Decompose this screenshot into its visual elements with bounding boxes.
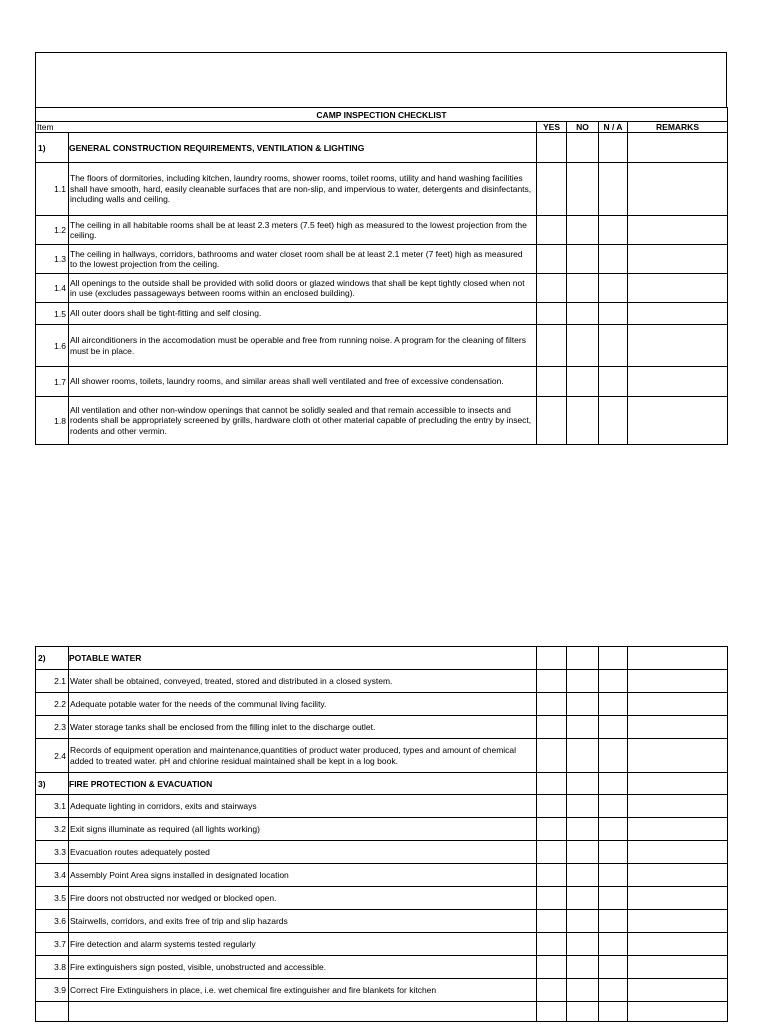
na-cell[interactable] [599, 864, 628, 887]
yes-cell[interactable] [537, 795, 567, 818]
na-cell[interactable] [599, 133, 628, 163]
remarks-cell[interactable] [628, 163, 728, 216]
item-text: Water shall be obtained, conveyed, treated, stored and distributed in a closed system. [69, 670, 537, 693]
section-number: 3) [36, 773, 69, 795]
na-cell[interactable] [599, 693, 628, 716]
no-cell[interactable] [567, 864, 599, 887]
item-number: 1.1 [36, 163, 69, 216]
no-cell[interactable] [567, 325, 599, 367]
table-row [36, 864, 728, 887]
section-row [36, 647, 728, 670]
yes-cell[interactable] [537, 956, 567, 979]
yes-cell[interactable] [537, 979, 567, 1002]
remarks-cell[interactable] [628, 670, 728, 693]
yes-cell[interactable] [537, 303, 567, 325]
na-cell[interactable] [599, 245, 628, 274]
item-number: 2.3 [36, 716, 69, 739]
table-row [36, 397, 728, 445]
na-cell[interactable] [599, 716, 628, 739]
item-text: Adequate potable water for the needs of the communal living facility. [69, 693, 537, 716]
section-row [36, 133, 728, 163]
remarks-cell[interactable] [628, 841, 728, 864]
item-number: 1.2 [36, 216, 69, 245]
section-title: POTABLE WATER [69, 647, 537, 670]
item-text: The floors of dormitories, including kitchen, laundry rooms, shower rooms, toilet rooms, utility and hand washing facilities shall have smooth, hard, easily cleanable surfaces that are non-slip, and impervious to water, detergents and disinfectants, including walls and ceiling. [69, 163, 537, 216]
na-cell[interactable] [599, 303, 628, 325]
item-text: Fire doors not obstructed nor wedged or blocked open. [69, 887, 537, 910]
no-cell[interactable] [567, 133, 599, 163]
item-text: All airconditioners in the accomodation must be operable and free from running noise. A program for the cleaning of filters must be in place. [69, 325, 537, 367]
item-number: 1.6 [36, 325, 69, 367]
no-cell[interactable] [567, 670, 599, 693]
header-blank-box [35, 52, 727, 107]
table-row [36, 163, 728, 216]
na-cell[interactable] [599, 216, 628, 245]
item-number: 3.8 [36, 956, 69, 979]
item-text: The ceiling in all habitable rooms shall be at least 2.3 meters (7.5 feet) high as measured to the lowest projection from the ceiling. [69, 216, 537, 245]
table-row [36, 303, 728, 325]
item-text: Exit signs illuminate as required (all lights working) [69, 818, 537, 841]
item-number: 1.3 [36, 245, 69, 274]
table-row [36, 274, 728, 303]
item-number: 2.1 [36, 670, 69, 693]
yes-cell[interactable] [537, 670, 567, 693]
no-cell[interactable] [567, 397, 599, 445]
yes-cell[interactable] [537, 841, 567, 864]
table-row [36, 367, 728, 397]
no-cell[interactable] [567, 274, 599, 303]
remarks-cell[interactable] [628, 933, 728, 956]
item-number: 3.9 [36, 979, 69, 1002]
item-number: 3.1 [36, 795, 69, 818]
yes-cell[interactable] [537, 716, 567, 739]
section-title: FIRE PROTECTION & EVACUATION [69, 773, 537, 795]
yes-cell[interactable] [537, 163, 567, 216]
remarks-cell[interactable] [628, 1002, 728, 1022]
remarks-cell[interactable] [628, 397, 728, 445]
no-cell[interactable] [567, 773, 599, 795]
na-cell[interactable] [599, 163, 628, 216]
remarks-cell[interactable] [628, 367, 728, 397]
page-title: CAMP INSPECTION CHECKLIST [36, 108, 728, 122]
remarks-cell[interactable] [628, 910, 728, 933]
item-number: 1.8 [36, 397, 69, 445]
remarks-cell[interactable] [628, 133, 728, 163]
na-cell[interactable] [599, 841, 628, 864]
table-row [36, 910, 728, 933]
item-text: All openings to the outside shall be provided with solid doors or glazed windows that shall be kept tightly closed when not in use (excludes passageways between rooms within an enclosed building). [69, 274, 537, 303]
table-row [36, 795, 728, 818]
table-row [36, 325, 728, 367]
column-header-na: N / A [599, 122, 628, 133]
column-header-item: Item [36, 122, 537, 133]
remarks-cell[interactable] [628, 818, 728, 841]
item-number: 1.4 [36, 274, 69, 303]
yes-cell[interactable] [537, 397, 567, 445]
na-cell[interactable] [599, 979, 628, 1002]
item-text: Records of equipment operation and maintenance,quantities of product water produced, types and amount of chemical added to treated water. pH and chlorine residual maintained shall be kept in a log book. [69, 739, 537, 773]
remarks-cell[interactable] [628, 716, 728, 739]
table-row [36, 216, 728, 245]
table-row [36, 693, 728, 716]
item-text: The ceiling in hallways, corridors, bathrooms and water closet room shall be at least 2.1 meter (7 feet) high as measured to the lowest projection from the ceiling. [69, 245, 537, 274]
no-cell[interactable] [567, 933, 599, 956]
checklist-page-1 [35, 52, 727, 445]
yes-cell[interactable] [537, 367, 567, 397]
yes-cell[interactable] [537, 910, 567, 933]
yes-cell[interactable] [537, 818, 567, 841]
section-title: GENERAL CONSTRUCTION REQUIREMENTS, VENTILATION & LIGHTING [69, 133, 537, 163]
remarks-cell[interactable] [628, 274, 728, 303]
remarks-cell[interactable] [628, 647, 728, 670]
item-text: All ventilation and other non-window openings that cannot be solidly sealed and that remain accessible to insects and rodents shall be appropriately screened by grills, hardware cloth ot other material capable of precluding the entry by insect, rodents and other vermin. [69, 397, 537, 445]
item-number: 3.6 [36, 910, 69, 933]
remarks-cell[interactable] [628, 979, 728, 1002]
remarks-cell[interactable] [628, 773, 728, 795]
no-cell[interactable] [567, 1002, 599, 1022]
item-text: Water storage tanks shall be enclosed from the filling inlet to the discharge outlet. [69, 716, 537, 739]
no-cell[interactable] [567, 739, 599, 773]
no-cell[interactable] [567, 647, 599, 670]
checklist-table-1 [35, 107, 728, 445]
remarks-cell[interactable] [628, 739, 728, 773]
item-text: All outer doors shall be tight-fitting and self closing. [69, 303, 537, 325]
item-text: Adequate lighting in corridors, exits and stairways [69, 795, 537, 818]
item-number: 3.3 [36, 841, 69, 864]
yes-cell[interactable] [537, 693, 567, 716]
na-cell[interactable] [599, 933, 628, 956]
na-cell[interactable] [599, 818, 628, 841]
table-row [36, 1002, 728, 1022]
item-text: Assembly Point Area signs installed in designated location [69, 864, 537, 887]
no-cell[interactable] [567, 693, 599, 716]
remarks-cell[interactable] [628, 887, 728, 910]
item-number: 1.7 [36, 367, 69, 397]
na-cell[interactable] [599, 367, 628, 397]
na-cell[interactable] [599, 397, 628, 445]
no-cell[interactable] [567, 910, 599, 933]
na-cell[interactable] [599, 956, 628, 979]
item-text [69, 1002, 537, 1022]
checklist-page-2 [35, 646, 727, 1022]
column-header-remarks: REMARKS [628, 122, 728, 133]
no-cell[interactable] [567, 818, 599, 841]
item-text: Evacuation routes adequately posted [69, 841, 537, 864]
item-text: Fire extinguishers sign posted, visible, unobstructed and accessible. [69, 956, 537, 979]
remarks-cell[interactable] [628, 245, 728, 274]
yes-cell[interactable] [537, 216, 567, 245]
remarks-cell[interactable] [628, 693, 728, 716]
column-header-yes: YES [537, 122, 567, 133]
table-row [36, 979, 728, 1002]
yes-cell[interactable] [537, 245, 567, 274]
no-cell[interactable] [567, 979, 599, 1002]
no-cell[interactable] [567, 795, 599, 818]
remarks-cell[interactable] [628, 216, 728, 245]
item-number: 1.5 [36, 303, 69, 325]
na-cell[interactable] [599, 1002, 628, 1022]
no-cell[interactable] [567, 716, 599, 739]
na-cell[interactable] [599, 910, 628, 933]
na-cell[interactable] [599, 325, 628, 367]
item-text: Fire detection and alarm systems tested regularly [69, 933, 537, 956]
no-cell[interactable] [567, 956, 599, 979]
no-cell[interactable] [567, 367, 599, 397]
item-number: 3.5 [36, 887, 69, 910]
yes-cell[interactable] [537, 133, 567, 163]
remarks-cell[interactable] [628, 956, 728, 979]
yes-cell[interactable] [537, 933, 567, 956]
table-row [36, 933, 728, 956]
na-cell[interactable] [599, 739, 628, 773]
yes-cell[interactable] [537, 274, 567, 303]
yes-cell[interactable] [537, 739, 567, 773]
item-text: Stairwells, corridors, and exits free of trip and slip hazards [69, 910, 537, 933]
remarks-cell[interactable] [628, 864, 728, 887]
no-cell[interactable] [567, 887, 599, 910]
no-cell[interactable] [567, 163, 599, 216]
yes-cell[interactable] [537, 773, 567, 795]
na-cell[interactable] [599, 795, 628, 818]
checklist-table-2 [35, 646, 728, 1022]
yes-cell[interactable] [537, 1002, 567, 1022]
item-number: 2.2 [36, 693, 69, 716]
remarks-cell[interactable] [628, 325, 728, 367]
table-row [36, 245, 728, 274]
remarks-cell[interactable] [628, 303, 728, 325]
na-cell[interactable] [599, 773, 628, 795]
no-cell[interactable] [567, 841, 599, 864]
no-cell[interactable] [567, 303, 599, 325]
yes-cell[interactable] [537, 864, 567, 887]
table-row [36, 841, 728, 864]
section-row [36, 773, 728, 795]
section-number: 2) [36, 647, 69, 670]
item-number [36, 1002, 69, 1022]
yes-cell[interactable] [537, 325, 567, 367]
na-cell[interactable] [599, 647, 628, 670]
table-row [36, 716, 728, 739]
section-number: 1) [36, 133, 69, 163]
yes-cell[interactable] [537, 887, 567, 910]
item-text: Correct Fire Extinguishers in place, i.e. wet chemical fire extinguisher and fire blankets for kitchen [69, 979, 537, 1002]
remarks-cell[interactable] [628, 795, 728, 818]
item-number: 3.4 [36, 864, 69, 887]
yes-cell[interactable] [537, 647, 567, 670]
table-row [36, 739, 728, 773]
na-cell[interactable] [599, 274, 628, 303]
table-row [36, 818, 728, 841]
item-number: 3.2 [36, 818, 69, 841]
no-cell[interactable] [567, 245, 599, 274]
na-cell[interactable] [599, 670, 628, 693]
na-cell[interactable] [599, 887, 628, 910]
no-cell[interactable] [567, 216, 599, 245]
item-number: 3.7 [36, 933, 69, 956]
table-row [36, 887, 728, 910]
item-number: 2.4 [36, 739, 69, 773]
table-row [36, 670, 728, 693]
table-row [36, 956, 728, 979]
item-text: All shower rooms, toilets, laundry rooms, and similar areas shall well ventilated and free of excessive condensation. [69, 367, 537, 397]
column-header-no: NO [567, 122, 599, 133]
